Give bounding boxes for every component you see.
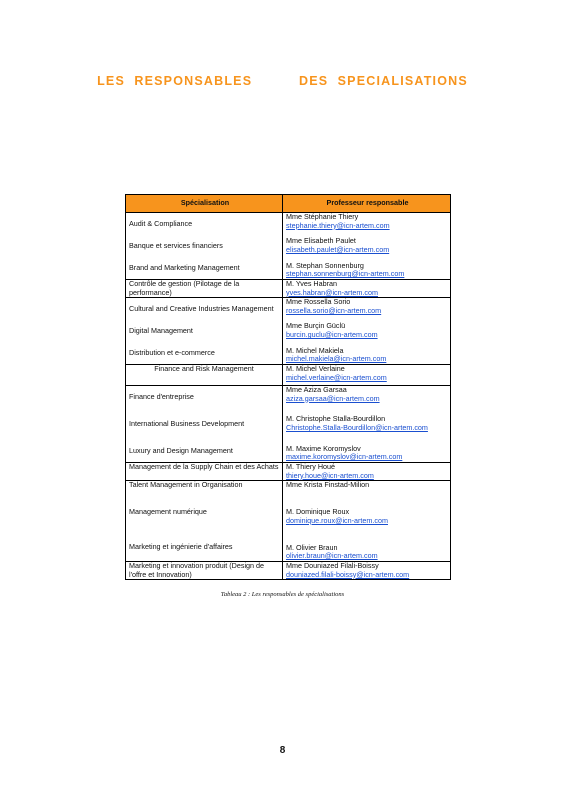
professor-email-link[interactable]: maxime.koromyslov@icn-artem.com <box>286 452 403 462</box>
table-row <box>126 213 451 280</box>
table-row <box>126 365 451 386</box>
specialisation-name: Management numérique <box>129 506 207 516</box>
specialisation-name: Management de la Supply Chain et des Achats <box>129 462 279 471</box>
specialisation-name: Audit & Compliance <box>129 218 193 228</box>
specialisations-table <box>125 194 451 580</box>
specialisation-name: Marketing et innovation produit (Design de l'offre et Innovation) <box>129 561 265 579</box>
professor-name: Mme Elisabeth Paulet <box>286 236 356 246</box>
professor-name: Mme Burçin Güclü <box>286 321 346 331</box>
professor-email-link[interactable]: michel.verlaine@icn-artem.com <box>286 372 387 382</box>
specialisation-name: Finance d'entreprise <box>129 391 194 401</box>
professor-email-link[interactable]: douniazed.filali-boissy@icn-artem.com <box>286 569 410 579</box>
professor-name: Mme Stéphanie Thiery <box>286 212 359 221</box>
specialisation-name: Cultural and Creative Industries Management <box>129 303 274 313</box>
table-row <box>126 481 451 562</box>
table-row <box>126 298 451 365</box>
professor-email-link[interactable]: dominique.roux@icn-artem.com <box>286 515 388 525</box>
professor-name: Mme Rossella Sorio <box>286 297 351 306</box>
professor-name: Mme Krista Finstad-Milion <box>286 480 370 489</box>
table-row <box>126 386 451 463</box>
professor-name: M. Michel Makiela <box>286 345 344 355</box>
professor-name: M. Stephan Sonnenburg <box>286 260 364 270</box>
professor-name: M. Dominique Roux <box>286 507 350 517</box>
specialisation-name: Marketing et ingénierie d'affaires <box>129 542 233 552</box>
professor-email-link[interactable]: Christophe.Stalla-Bourdillon@icn-artem.com <box>286 423 428 432</box>
professor-email-link[interactable]: elisabeth.paulet@icn-artem.com <box>286 245 390 254</box>
professor-name: Mme Douniazed Filali-Boissy <box>286 561 379 570</box>
professor-entry <box>286 213 447 230</box>
table-header-row <box>126 195 451 213</box>
page-number: 8 <box>279 745 286 756</box>
specialisation-name: Digital Management <box>129 325 193 335</box>
professor-entry <box>286 508 447 525</box>
table-row <box>126 463 451 481</box>
professor-entry <box>286 544 447 561</box>
professor-entry <box>286 415 447 432</box>
professor-entry <box>286 386 447 403</box>
specialisation-name: Brand and Marketing Management <box>129 262 240 272</box>
professor-name: M. Christophe Stalla-Bourdillon <box>286 414 386 424</box>
professor-name: M. Michel Verlaine <box>286 364 345 373</box>
professor-name: M. Thiery Houé <box>286 462 335 471</box>
professor-email-link[interactable]: thiery.houe@icn-artem.com <box>286 470 374 480</box>
professor-entry <box>286 237 447 254</box>
header-professeur: Professeur responsable <box>283 195 451 213</box>
professor-name: M. Yves Habran <box>286 279 338 288</box>
professor-email-link[interactable]: rossella.sorio@icn-artem.com <box>286 305 382 315</box>
professor-entry <box>286 322 447 339</box>
specialisation-name: International Business Development <box>129 418 245 428</box>
specialisation-name: Finance and Risk Management <box>154 364 254 373</box>
table-row <box>126 562 451 580</box>
header-specialisation: Spécialisation <box>126 195 283 213</box>
professor-name: Mme Aziza Garsaa <box>286 385 347 394</box>
professor-entry <box>286 347 447 364</box>
professor-email-link[interactable]: stephanie.thiery@icn-artem.com <box>286 220 390 230</box>
professor-name: M. Olivier Braun <box>286 542 338 552</box>
professor-entry <box>286 445 447 462</box>
specialisation-name: Luxury and Design Management <box>129 445 233 455</box>
professor-entry <box>286 481 447 490</box>
specialisation-name: Banque et services financiers <box>129 240 223 250</box>
professor-email-link[interactable]: olivier.braun@icn-artem.com <box>286 551 378 561</box>
professor-entry <box>286 298 447 315</box>
professor-email-link[interactable]: burcin.guclu@icn-artem.com <box>286 330 378 339</box>
specialisation-name: Contrôle de gestion (Pilotage de la performance) <box>129 279 240 297</box>
professor-name: M. Maxime Koromyslov <box>286 443 361 453</box>
specialisation-name: Distribution et e-commerce <box>129 347 215 357</box>
specialisation-name: Talent Management in Organisation <box>129 480 243 489</box>
table-row <box>126 280 451 298</box>
table-caption: Tableau 2 : Les responsables de spécialisations <box>220 591 345 598</box>
professor-email-link[interactable]: yves.habran@icn-artem.com <box>286 287 378 297</box>
professor-email-link[interactable]: aziza.garsaa@icn-artem.com <box>286 393 380 403</box>
page-title: LES RESPONSABLES DES SPECIALISATIONS <box>97 74 468 88</box>
professor-email-link[interactable]: stephan.sonnenburg@icn-artem.com <box>286 269 405 279</box>
professor-entry <box>286 262 447 279</box>
professor-email-link[interactable]: michel.makiela@icn-artem.com <box>286 354 387 364</box>
